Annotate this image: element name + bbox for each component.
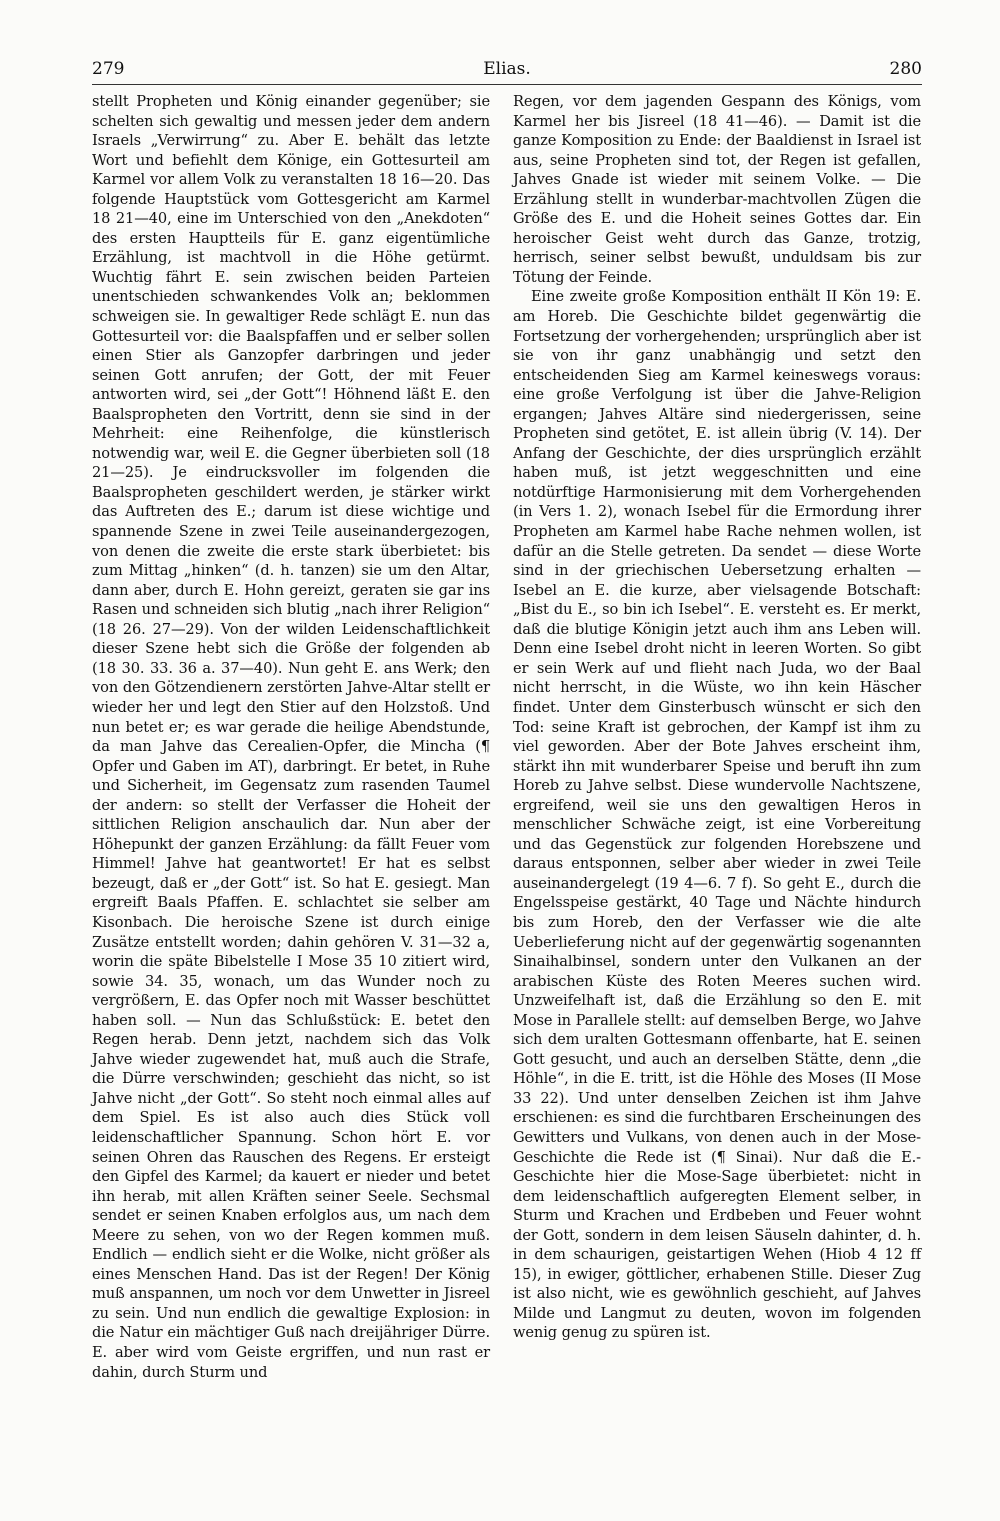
left-column-text: stellt Propheten und König einander gegenüber; sie schelten sich gewaltig und messen jeder dem andern Israels „Verwirrung“ zu. Aber E. behält das letzte Wort und befiehlt dem Könige, ein Gottesurteil am Karmel vor allem Volk zu veranstalten 18 16—20. Das folgende Hauptstück vom Gottesgericht am Karmel 18 21—40, eine im Unterschied von den „Anekdoten“ des ersten Hauptteils für E. ganz eigentümliche Erzählung, ist machtvoll in die Höhe getürmt. Wuchtig fährt E. sein zwischen beiden Parteien unentschieden schwankendes Volk an; beklommen schweigen sie. In gewaltiger Rede schlägt E. nun das Gottesurteil vor: die Baalspfaffen und er selber sollen einen Stier als Ganzopfer darbringen und jeder seinen Gott anrufen; der Gott, der mit Feuer antworten wird, sei „der Gott“! Höhnend läßt E. den Baalspropheten den Vortritt, denn sie sind in der Mehrheit: eine Reihenfolge, die künstlerisch notwendig war, weil E. die Gegner überbieten soll (18 21—25). Je eindrucksvoller im folgenden die Baalspropheten geschildert werden, je stärker wirkt das Auftreten des E.; darum ist diese wichtige und spannende Szene in zwei Teile auseinandergezogen, von denen die zweite die erste stark überbietet: bis zum Mittag „hinken“ (d. h. tanzen) sie um den Altar, dann aber, durch E. Hohn gereizt, geraten sie gar ins Rasen und schneiden sich blutig „nach ihrer Religion“ (18 26. 27—29). Von der wilden Leidenschaftlichkeit dieser Szene hebt sich die Größe der folgenden ab (18 30. 33. 36 a. 37—40). Nun geht E. ans Werk; den von den Götzendienern zerstörten Jahve-Altar stellt er wieder her und legt den Stier auf den Holzstoß. Und nun betet er; es war gerade die heilige Abendstunde, da man Jahve das Cerealien-Opfer, die Mincha (¶ Opfer und Gaben im AT), darbringt. Er betet, in Ruhe und Sicherheit, im Gegensatz zum rasenden Taumel der andern: so stellt der Verfasser die Hoheit der sittlichen Religion anschaulich dar. Nun aber der Höhepunkt der ganzen Erzählung: da fällt Feuer vom Himmel! Jahve hat geantwortet! Er hat es selbst bezeugt, daß er „der Gott“ ist. So hat E. gesiegt. Man ergreift Baals Pfaffen. E. schlachtet sie selber am Kisonbach. Die heroische Szene ist durch einige Zusätze entstellt worden; dahin gehören V. 31—32 a, worin die späte Bibelstelle I Mose 35 10 zitiert wird, sowie 34. 35, wonach, um das Wunder noch zu vergrößern, E. das Opfer noch mit Wasser beschüttet haben soll. — Nun das Schlußstück: E. betet den Regen herab. Denn jetzt, nachdem sich das Volk Jahve wieder zugewendet hat, muß auch die Strafe, die Dürre verschwinden; geschieht das nicht, so ist Jahve nicht „der Gott“. So steht noch einmal alles auf dem Spiel. Es ist also auch dies Stück voll leidenschaftlicher Spannung. Schon hört E. vor seinen Ohren das Rauschen des Regens. Er ersteigt den Gipfel des Karmel; da kauert er nieder und betet ihn herab, mit allen Kräften seiner Seele. Sechsmal sendet er seinen Knaben erfolglos aus, um nach dem Meere zu sehen, von wo der Regen kommen muß. Endlich — endlich sieht er die Wolke, nicht größer als eines Menschen Hand. Das ist der Regen! Der König muß anspannen, um noch vor dem Unwetter in Jisreel zu sein. Und nun endlich die gewaltige Explosion: in die Natur ein mächtiger Guß nach dreijähriger Dürre. E. aber wird vom Geiste ergriffen, und nun rast er dahin, durch Sturm und	[92, 93, 490, 1381]
right-column	[513, 92, 921, 1343]
page-number-right: 280	[889, 59, 922, 79]
left-column	[92, 92, 490, 1382]
right-paragraph-2: Eine zweite große Komposition enthält II Kön 19: E. am Horeb. Die Geschichte bildet gegenwärtig die Fortsetzung der vorhergehenden; ursprünglich aber ist sie von ihr ganz unabhängig und setzt den entscheidenden Sieg am Karmel keineswegs voraus: eine große Verfolgung ist über die Jahve-Religion ergangen; Jahves Altäre sind niedergerissen, seine Propheten sind getötet, E. ist allein übrig (V. 14). Der Anfang der Geschichte, der dies ursprünglich erzählt haben muß, ist jetzt weggeschnitten und eine notdürftige Harmonisierung mit dem Vorhergehenden (in Vers 1. 2), wonach Isebel für die Ermordung ihrer Propheten am Karmel habe Rache nehmen wollen, ist dafür an die Stelle getreten. Da sendet — diese Worte sind in der griechischen Uebersetzung erhalten — Isebel an E. die kurze, aber vielsagende Botschaft: „Bist du E., so bin ich Isebel“. E. versteht es. Er merkt, daß die blutige Königin jetzt auch ihm ans Leben will. Denn eine Isebel droht nicht in leeren Worten. So gibt er sein Werk auf und flieht nach Juda, wo der Baal nicht herrscht, in die Wüste, wo ihn kein Häscher findet. Unter dem Ginsterbusch wünscht er sich den Tod: seine Kraft ist gebrochen, der Kampf ist ihm zu viel geworden. Aber der Bote Jahves erscheint ihm, stärkt ihn mit wunderbarer Speise und beruft ihn zum Horeb zu Jahve selbst. Diese wundervolle Nachtszene, ergreifend, weil sie uns den gewaltigen Heros in menschlicher Schwäche zeigt, ist eine Vorbereitung und das Gegenstück zur folgenden Horebszene und daraus entsponnen, selber aber wieder in zwei Teile auseinandergelegt (19 4—6. 7 f). So geht E., durch die Engelsspeise gestärkt, 40 Tage und Nächte hindurch bis zum Horeb, den der Verfasser wie die alte Ueberlieferung nicht auf der gegenwärtig sogenannten Sinaihalbinsel, sondern unter den Vulkanen an der arabischen Küste des Roten Meeres suchen wird. Unzweifelhaft ist, daß die Erzählung so den E. mit Mose in Parallele stellt: auf demselben Berge, wo Jahve sich dem uralten Gottesmann offenbarte, hat E. seinen Gott gesucht, und auch an derselben Stätte, denn „die Höhle“, in die E. tritt, ist die Höhle des Moses (II Mose 33 22). Und unter denselben Zeichen ist ihm Jahve erschienen: es sind die furchtbaren Erscheinungen des Gewitters und Vulkans, von denen auch in der Mose-Geschichte die Rede ist (¶ Sinai). Nur daß die E.-Geschichte hier die Mose-Sage überbietet: nicht in dem leidenschaftlich aufgeregten Element selber, in Sturm und Krachen und Erdbeben und Feuer wohnt der Gott, sondern in dem leisen Säuseln dahinter, d. h. in dem schaurigen, geistartigen Wehen (Hiob 4 12 ff 15), in ewiger, göttlicher, erhabenen Stille. Dieser Zug ist also nicht, wie es gewöhnlich geschieht, auf Jahves Milde und Langmut zu deuten, wovon im folgenden wenig genug zu spüren ist.	[513, 288, 921, 1342]
right-paragraph-1: Regen, vor dem jagenden Gespann des Königs, vom Karmel her bis Jisreel (18 41—46). — Damit ist die ganze Komposition zu Ende: der Baaldienst in Israel ist aus, seine Propheten sind tot, der Regen ist gefallen, Jahves Gnade ist wieder mit seinem Volke. — Die Erzählung stellt in wunderbar-machtvollen Zügen die Größe des E. und die Hoheit seines Gottes dar. Ein heroischer Geist weht durch das Ganze, trotzig, herrisch, seiner selbst bewußt, unduldsam bis zur Tötung der Feinde.	[513, 93, 921, 286]
running-header	[92, 55, 922, 85]
page-number-left: 279	[92, 59, 125, 79]
running-title: Elias.	[483, 59, 531, 79]
header-rule	[92, 84, 922, 85]
